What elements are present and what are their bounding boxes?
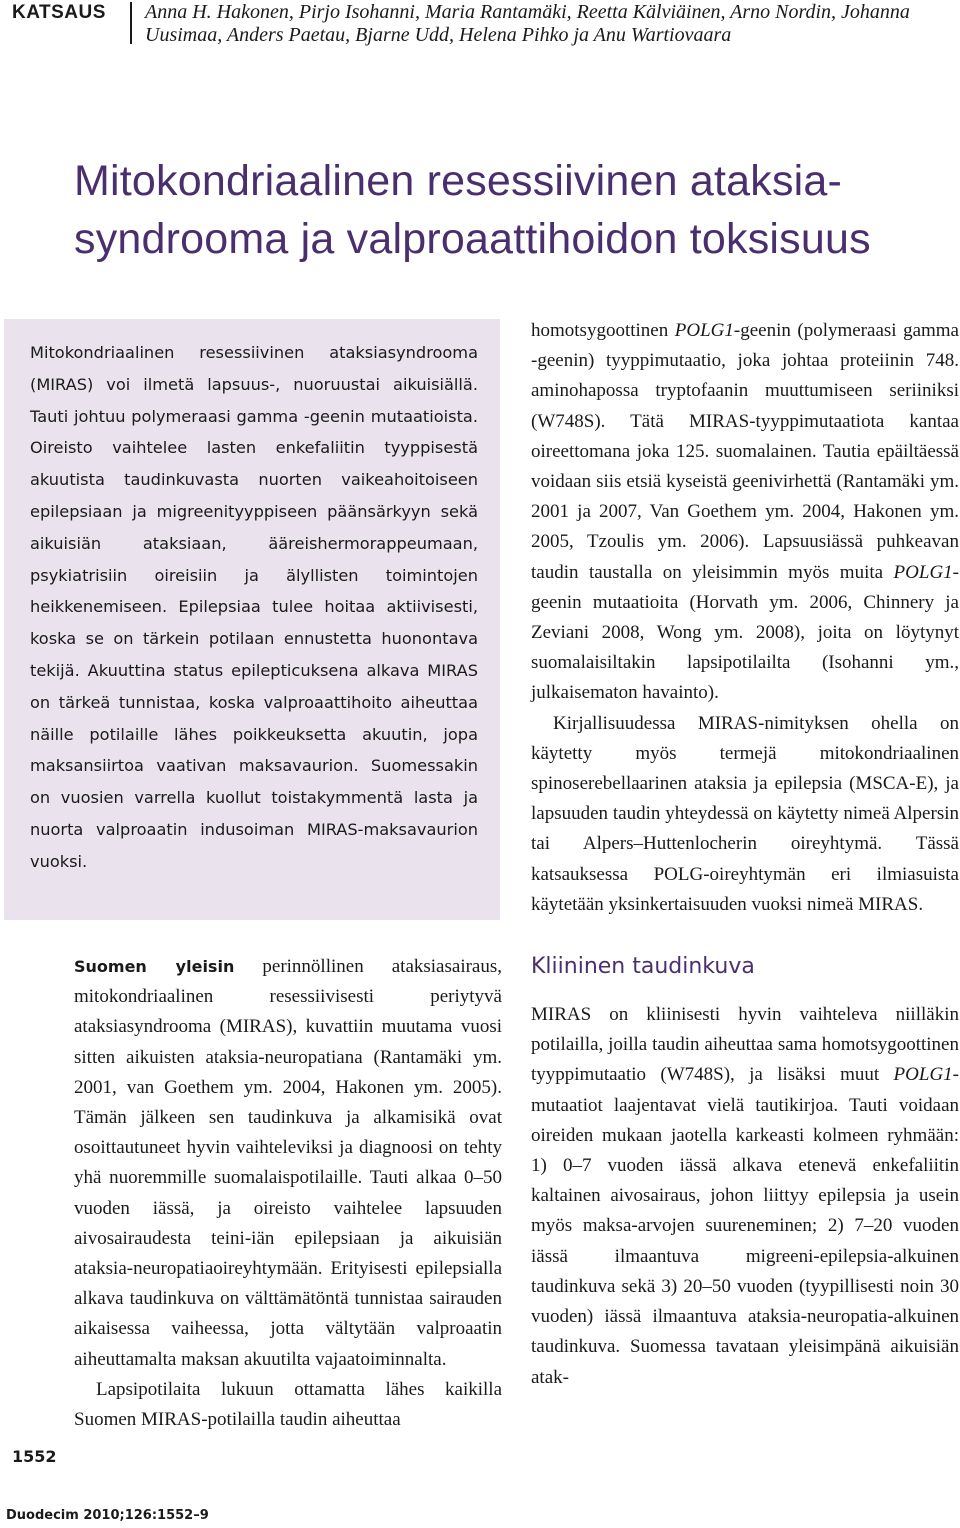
gene-name: POLG1 <box>893 1064 953 1086</box>
abstract-text: Mitokondriaalinen resessiivinen ataksiasyndrooma (MIRAS) voi ilmetä lapsuus-, nuoruustai aikuisiällä. Tauti johtuu polymeraasi gamma -geenin mutaatioista. Oireisto vaihtelee lasten enkefaliitin tyyppisestä akuutista taudinkuvasta nuorten vaikeahoitoiseen epilepsiaan ja migreenityyppiseen päänsärkyyn sekä aikuisiän ataksiaan, ääreishermorappeumaan, psykiatrisiin oireisiin ja älyllisten toimintojen heikkenemiseen. Epilepsiaa tulee hoitaa aktiivisesti, koska se on tärkein potilaan ennustetta huonontava tekijä. Akuuttina status epilepticuksena alkava MIRAS on tärkeä tunnistaa, koska valproaattihoito aiheuttaa näille potilaille lähes poikkeuksetta akuutin, jopa maksansiirtoa vaativan maksavaurion. Suomessakin on vuosien varrella kuollut toistakymmentä lasta ja nuorta valproaatin indusoiman MIRAS-maksavaurion vuoksi. <box>30 343 478 871</box>
footer-citation: Duodecim 2010;126:1552–9 <box>6 1508 209 1523</box>
gene-name: POLG1 <box>893 561 953 583</box>
header-divider <box>130 2 132 44</box>
intro-column <box>74 952 502 1435</box>
right-column <box>531 316 959 1393</box>
right-p1-text-a: homotsygoottinen <box>531 320 675 341</box>
right-paragraph-1 <box>531 316 959 709</box>
gene-name: POLG1 <box>674 320 734 341</box>
article-title: Mitokondriaalinen resessiivinen ataksiasyndrooma ja valproaattihoidon toksisuus <box>74 157 871 263</box>
right-p3-text-a: MIRAS on kliinisesti hyvin vaihteleva niilläkin potilailla, joilla taudin aiheuttaa sama homotsygoottinen tyyppimutaatio (W748S), ja lisäksi muut <box>531 1004 959 1086</box>
right-paragraph-3 <box>531 1000 959 1393</box>
abstract-box <box>4 319 500 920</box>
right-paragraph-2: Kirjallisuudessa MIRAS-nimityksen ohella on käytetty myös termejä mitokondriaalinen spinoserebellaarinen ataksia ja epilepsia (MSCA-E), ja lapsuuden taudin yhteydessä on käytetty nimeä Alpersin tai Alpers–Huttenlocherin oireyhtymä. Tässä katsauksessa POLG-oireyhtymän eri ilmiasuista käytetään yksinkertaisuuden vuoksi nimeä MIRAS. <box>531 712 959 915</box>
right-p1-text-b: -geenin (polymeraasi gamma -geenin) tyyppimutaatio, joka johtaa proteiinin 748. aminohapossa tryptofaanin muuttumiseen seriiniksi (W748S). Tätä MIRAS-tyyppimutaatiota kantaa oireettomana joka 125. suomalainen. Tautia epäiltäessä voidaan siis etsiä kyseistä geenivirhettä (Rantamäki ym. 2001 ja 2007, Van Goethem ym. 2004, Hakonen ym. 2005, Tzoulis ym. 2006). Lapsuusiässä puhkeavan taudin taustalla on yleisimmin myös muita <box>531 320 959 583</box>
intro-lead: Suomen yleisin <box>74 957 235 976</box>
page-number: 1552 <box>12 1447 57 1466</box>
intro-paragraph-2: Lapsipotilaita lukuun ottamatta lähes kaikilla Suomen MIRAS-potilailla taudin aiheuttaa <box>74 1378 502 1431</box>
section-label: KATSAUS <box>12 2 106 23</box>
section-heading: Kliininen taudinkuva <box>531 954 755 980</box>
intro-paragraph-1 <box>74 952 502 1375</box>
article-header <box>0 0 960 60</box>
right-p3-text-b: -mutaatiot laajentavat vielä tautikirjoa. Tauti voidaan oireiden mukaan jaotella karkeasti kolmeen ryhmään: 1) 0–7 vuoden iässä alkava etenevä enkefaliitin kaltainen aivosairaus, johon liittyy epilepsia ja usein myös maksa-arvojen suureneminen; 2) 7–20 vuoden iässä ilmaantuva migreeni-epilepsia-alkuinen taudinkuva sekä 3) 20–50 vuoden (tyypillisesti noin 30 vuoden) iässä ilmaantuva ataksia-neuropatia-alkuinen taudinkuva. Suomessa tavataan yleisimpänä aikuisiän atak- <box>531 1064 959 1388</box>
right-p1-text-c: -geenin mutaatioita (Horvath ym. 2006, Chinnery ja Zeviani 2008, Wong ym. 2008), joita on löytynyt suomalaisiltakin lapsipotilailta (Isohanni ym., julkaisematon havainto). <box>531 561 959 704</box>
intro-paragraph-1-text: perinnöllinen ataksiasairaus, mitokondriaalinen resessiivisesti periytyvä ataksiasyndrooma (MIRAS), kuvattiin muutama vuosi sitten aikuisten ataksia-neuropatiana (Rantamäki ym. 2001, van Goethem ym. 2004, Hakonen ym. 2005). Tämän jälkeen sen taudinkuva ja alkamisikä ovat osoittautuneet hyvin vaihteleviksi ja diagnoosi on tehty yhä nuoremmille suomalaispotilaille. Tauti alkaa 0–50 vuoden iässä, ja oireisto vaihtelee lapsuuden aivosairaudesta teini-iän epilepsiaan ja aikuisiän ataksia-neuropatiaoireyhtymään. Erityisesti epilepsialla alkava taudinkuva on välttämätöntä tunnistaa sairauden aikaisessa vaiheessa, jotta vältytään valproaatin aiheuttamalta maksan akuutilta vajaatoiminnalta. <box>74 956 502 1370</box>
author-list: Anna H. Hakonen, Pirjo Isohanni, Maria Rantamäki, Reetta Kälviäinen, Arno Nordin, Johanna Uusimaa, Anders Paetau, Bjarne Udd, Helena Pihko ja Anu Wartiovaara <box>145 1 910 46</box>
